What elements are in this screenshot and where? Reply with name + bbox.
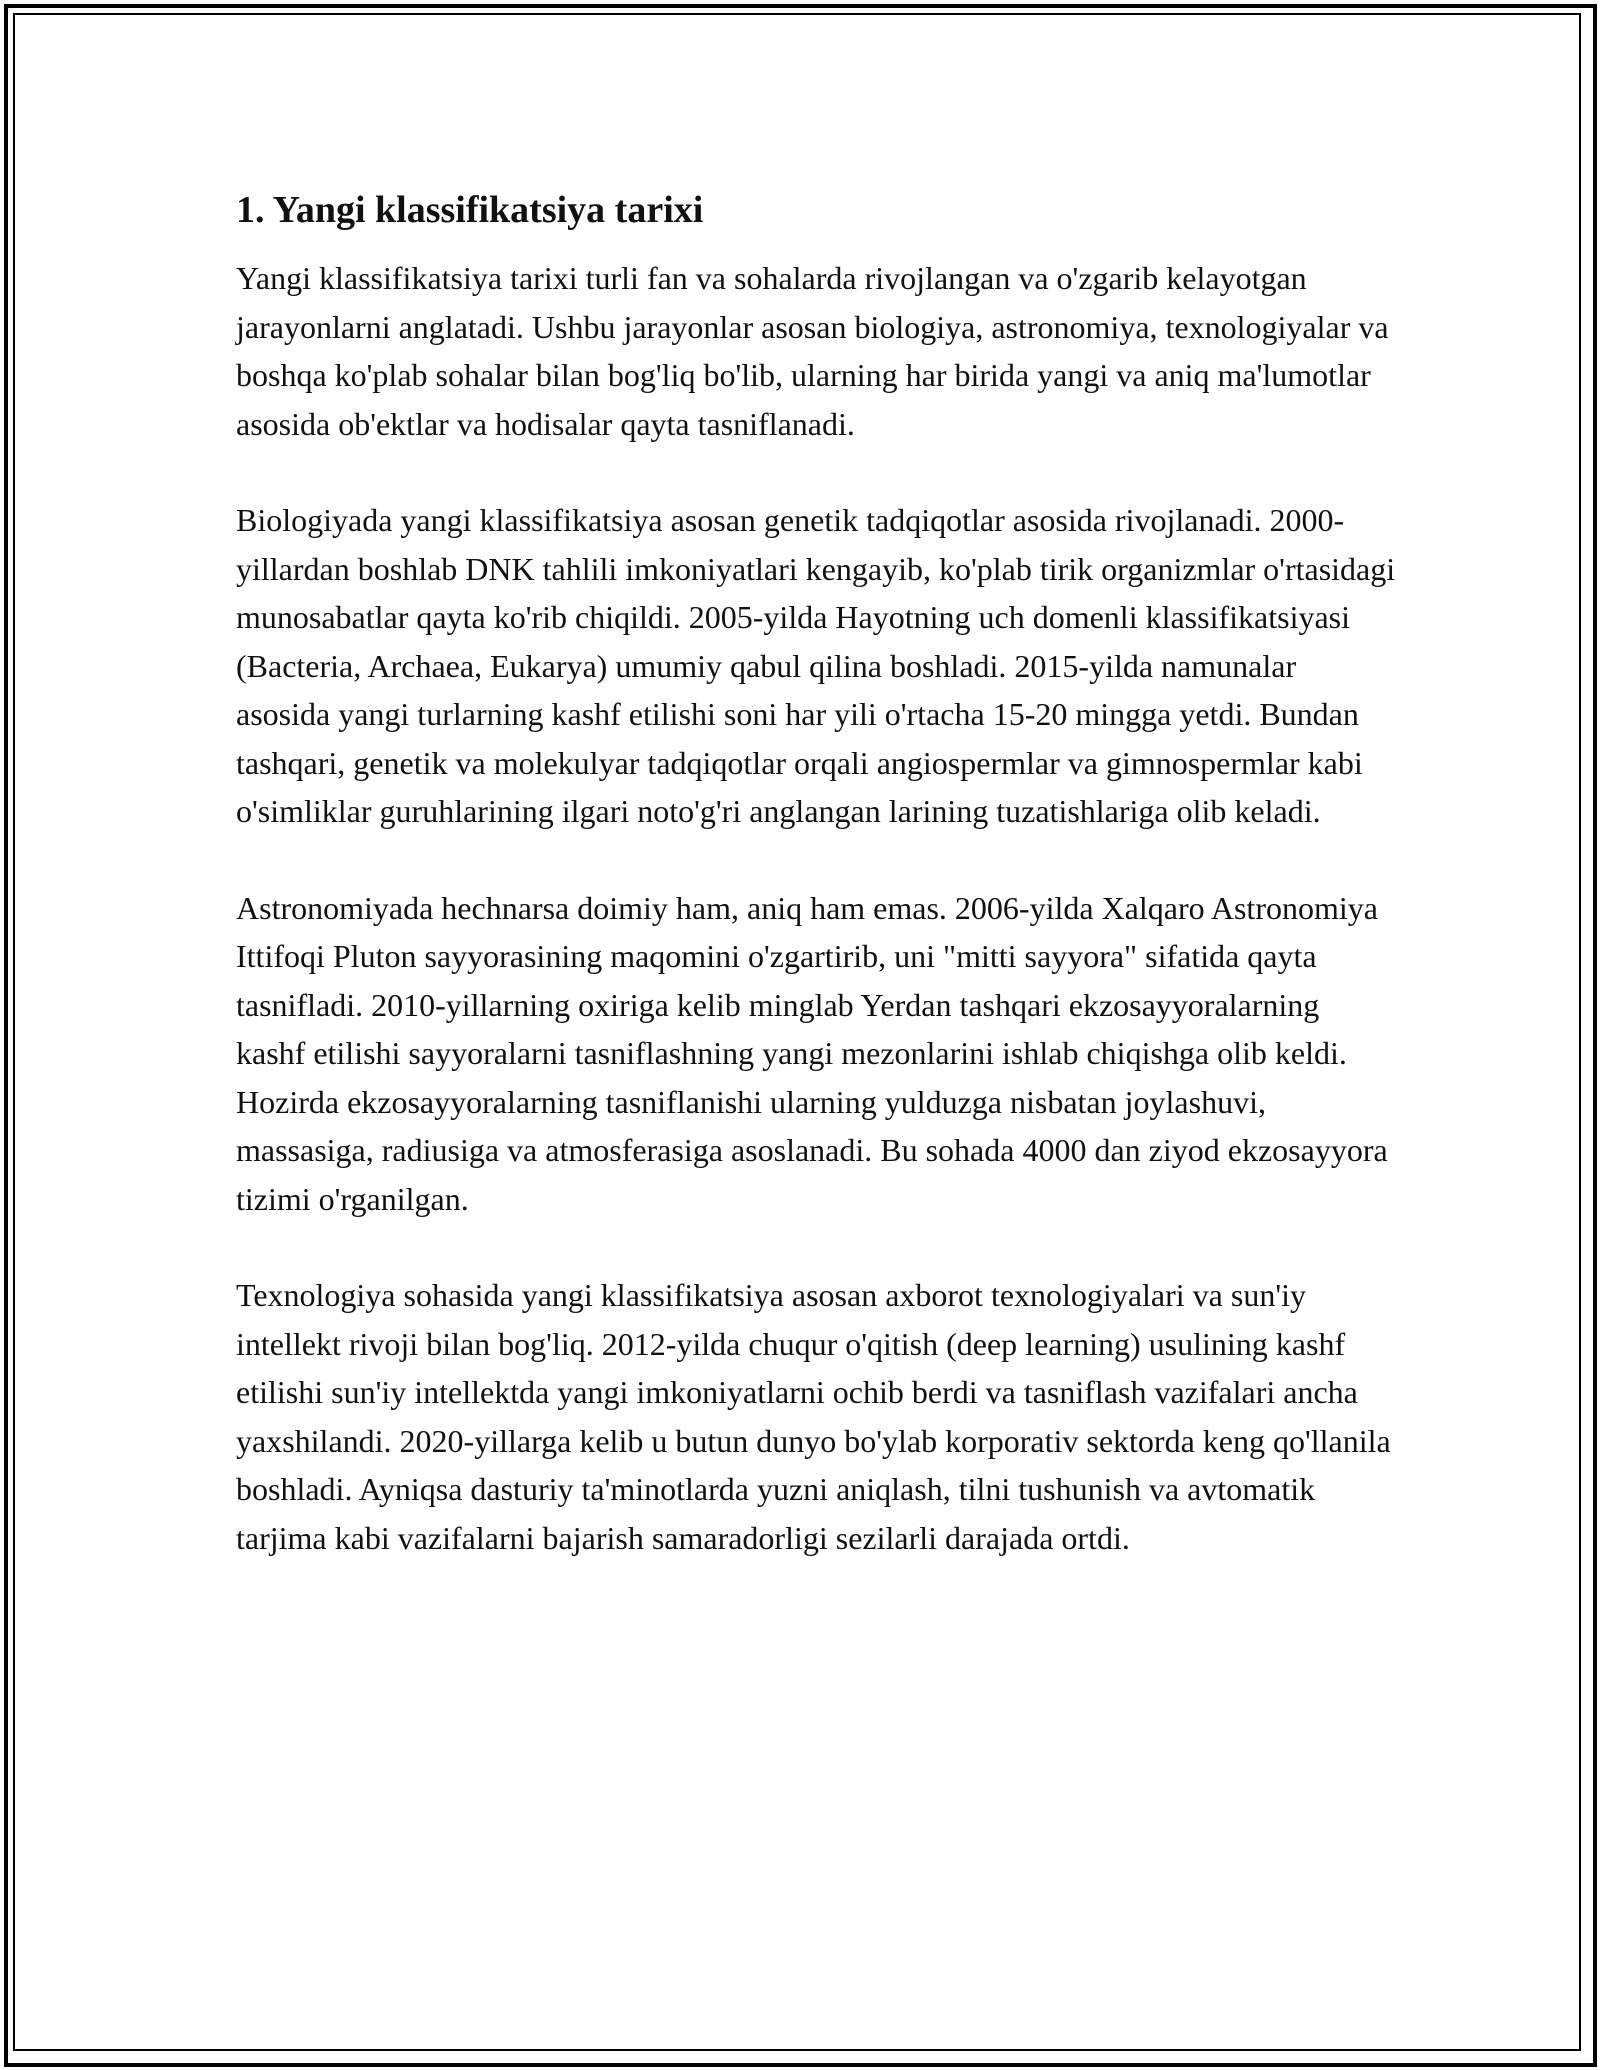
paragraph-astronomy: Astronomiyada hechnarsa doimiy ham, aniq ham emas. 2006-yilda Xalqaro Astronomiya Ittifoqi Pluton sayyorasining maqomini o'zgartirib, uni "mitti sayyora" sifatida qayta tasnifladi. 2010-yillarning oxiriga kelib minglab Yerdan tashqari ekzosayyoralarning kashf etilishi sayyoralarni tasniflashning yangi mezonlarini ishlab chiqishga olib keldi. Hozirda ekzosayyoralarning tasniflanishi ularning yulduzga nisbatan joylashuvi, massasiga, radiusiga va atmosferasiga asoslanadi. Bu sohada 4000 dan ziyod ekzosayyora tizimi o'rganilgan.: [236, 889, 1388, 1217]
section-heading: 1. Yangi klassifikatsiya tarixi: [236, 189, 704, 231]
paragraph-technology: Texnologiya sohasida yangi klassifikatsiya asosan axborot texnologiyalari va sun'iy intellekt rivoji bilan bog'liq. 2012-yilda chuqur o'qitish (deep learning) usulining kashf etilishi sun'iy intellektda yangi imkoniyatlarni ochib berdi va tasniflash vazifalari ancha yaxshilandi. 2020-yillarga kelib u butun dunyo bo'ylab korporativ sektorda keng qo'llanila boshladi. Ayniqsa dasturiy ta'minotlarda yuzni aniqlash, tilni tushunish va avtomatik tarjima kabi vazifalarni bajarish samaradorligi sezilarli darajada ortdi.: [236, 1277, 1391, 1556]
document-body: [236, 186, 1396, 1610]
paragraph-biology: Biologiyada yangi klassifikatsiya asosan genetik tadqiqotlar asosida rivojlanadi. 2000-yillardan boshlab DNK tahlili imkoniyatlari kengayib, ko'plab tirik organizmlar o'rtasidagi munosabatlar qayta ko'rib chiqildi. 2005-yilda Hayotning uch domenli klassifikatsiyasi (Bacteria, Archaea, Eukarya) umumiy qabul qilina boshladi. 2015-yilda namunalar asosida yangi turlarning kashf etilishi soni har yili o'rtacha 15-20 mingga yetdi. Bundan tashqari, genetik va molekulyar tadqiqotlar orqali angiospermlar va gimnospermlar kabi o'simliklar guruhlarining ilgari noto'g'ri anglangan larining tuzatishlariga olib keladi.: [236, 502, 1396, 829]
paragraph-intro: Yangi klassifikatsiya tarixi turli fan va sohalarda rivojlangan va o'zgarib kelayotgan jarayonlarni anglatadi. Ushbu jarayonlar asosan biologiya, astronomiya, texnologiyalar va boshqa ko'plab sohalar bilan bog'liq bo'lib, ularning har birida yangi va aniq ma'lumotlar asosida ob'ektlar va hodisalar qayta tasniflanadi.: [236, 260, 1389, 442]
